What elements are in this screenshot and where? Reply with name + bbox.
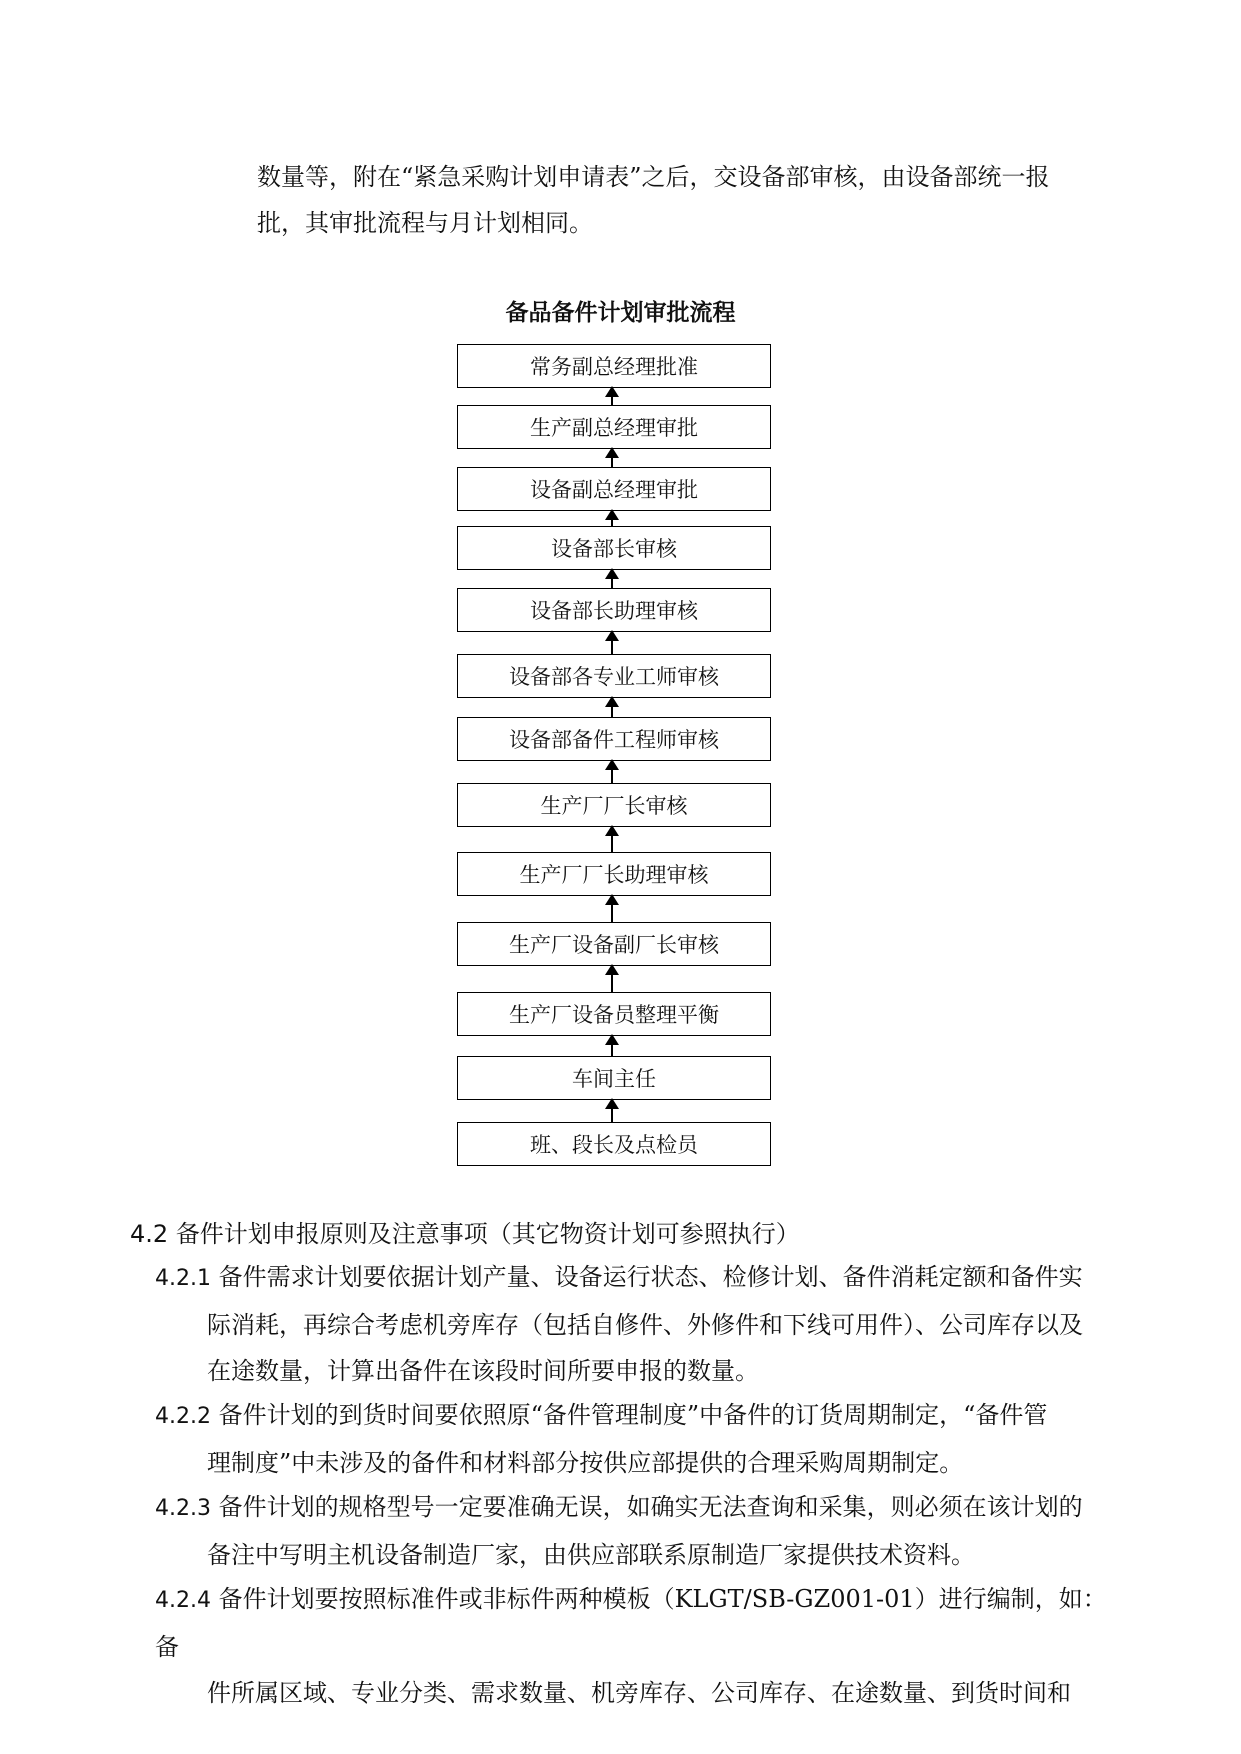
list-item: [155, 1254, 1115, 1394]
item-number: 4.2.4: [155, 1588, 211, 1613]
flow-step: 生产厂厂长助理审核: [457, 852, 771, 896]
flow-arrow: [611, 632, 613, 654]
list-item: [155, 1484, 1115, 1578]
flow-arrow: [611, 827, 613, 852]
item-line: 在途数量，计算出备件在该段时间所要申报的数量。: [207, 1357, 759, 1385]
list-item: [155, 1392, 1115, 1486]
flow-arrow: [611, 1100, 613, 1122]
item-number: 4.2.3: [155, 1496, 211, 1521]
section-heading: [130, 1214, 800, 1254]
list-item: [155, 1576, 1115, 1716]
flow-step: 常务副总经理批准: [457, 344, 771, 388]
flow-step: 生产厂厂长审核: [457, 783, 771, 827]
flow-arrow: [611, 698, 613, 717]
section-number: 4.2: [130, 1220, 169, 1248]
flow-step: 生产副总经理审批: [457, 405, 771, 449]
flow-step: 设备副总经理审批: [457, 467, 771, 511]
item-line: 备件计划的到货时间要依照原“备件管理制度”中备件的订货周期制定，“备件管: [218, 1401, 1048, 1429]
flow-step: 生产厂设备副厂长审核: [457, 922, 771, 966]
flow-arrow: [611, 1036, 613, 1056]
flow-step: 设备部长审核: [457, 526, 771, 570]
flow-step: 生产厂设备员整理平衡: [457, 992, 771, 1036]
flow-arrow: [611, 388, 613, 405]
flow-arrow: [611, 896, 613, 922]
item-number: 4.2.1: [155, 1266, 211, 1291]
flow-step: 设备部备件工程师审核: [457, 717, 771, 761]
intro-line-2: 批，其审批流程与月计划相同。: [257, 209, 593, 237]
flow-arrow: [611, 966, 613, 992]
item-line: 备注中写明主机设备制造厂家，由供应部联系原制造厂家提供技术资料。: [207, 1541, 975, 1569]
flow-arrow: [611, 449, 613, 467]
item-line: 备件需求计划要依据计划产量、设备运行状态、检修计划、备件消耗定额和备件实: [218, 1263, 1083, 1291]
item-line: 备件计划的规格型号一定要准确无误，如确实无法查询和采集，则必须在该计划的: [218, 1493, 1083, 1521]
item-line: 际消耗，再综合考虑机旁库存（包括自修件、外修件和下线可用件）、公司库存以及: [207, 1311, 1083, 1339]
intro-line-1: 数量等，附在“紧急采购计划申请表”之后，交设备部审核，由设备部统一报: [257, 163, 1050, 191]
item-number: 4.2.2: [155, 1404, 211, 1429]
item-line: 理制度”中未涉及的备件和材料部分按供应部提供的合理采购周期制定。: [207, 1449, 964, 1477]
item-line: 件所属区域、专业分类、需求数量、机旁库存、公司库存、在途数量、到货时间和: [207, 1679, 1071, 1707]
flow-arrow: [611, 761, 613, 783]
flow-arrow: [611, 570, 613, 588]
flow-step: 车间主任: [457, 1056, 771, 1100]
flow-step: 设备部各专业工师审核: [457, 654, 771, 698]
flow-step: 班、段长及点检员: [457, 1122, 771, 1166]
section-title: 备件计划申报原则及注意事项（其它物资计划可参照执行）: [175, 1220, 800, 1248]
flow-arrow: [611, 511, 613, 526]
item-line: 备件计划要按照标准件或非标件两种模板（KLGT/SB-GZ001-01）进行编制，如：备: [155, 1585, 1107, 1661]
flow-step: 设备部长助理审核: [457, 588, 771, 632]
flowchart-title: 备品备件计划审批流程: [505, 300, 736, 326]
